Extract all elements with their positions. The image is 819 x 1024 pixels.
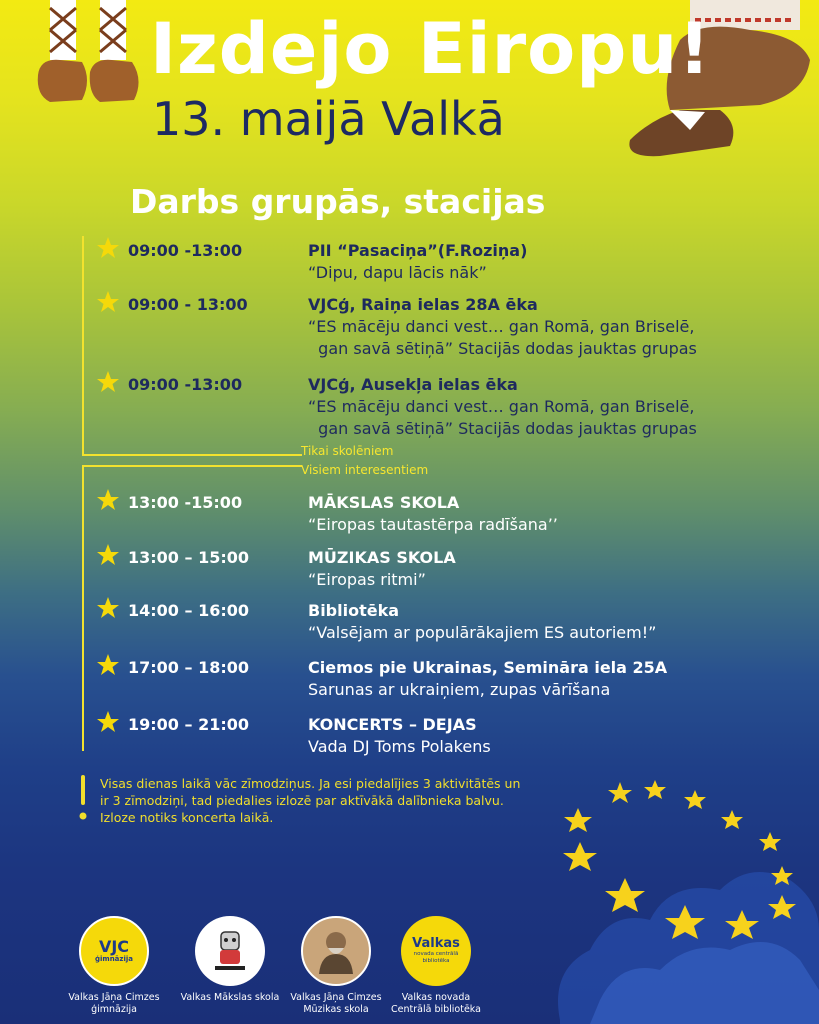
logo-mark-sub: novada centrālā bibliotēka — [413, 951, 459, 964]
entry-time: 13:00 -15:00 — [128, 493, 243, 512]
art-school-mascot-icon — [205, 926, 255, 976]
entry-description: “Eiropas tautastērpa radīšana’’ — [308, 515, 558, 534]
logo-mark-sub: ģimnāzija — [94, 954, 133, 963]
page-title: Izdejo Eiropu! — [150, 8, 712, 90]
logo-caption: Valkas novada Centrālā bibliotēka — [391, 992, 481, 1015]
europe-map-eu-stars — [520, 770, 819, 1024]
logo-caption: Valkas Mākslas skola — [180, 992, 280, 1003]
schedule-entry — [96, 372, 796, 438]
music-school-portrait-emblem — [301, 916, 371, 986]
entry-time: 13:00 – 15:00 — [128, 548, 249, 567]
entry-place: Ciemos pie Ukrainas, Semināra iela 25A — [308, 658, 668, 677]
schedule-entry — [96, 545, 796, 605]
note-line: Izloze notiks koncerta laikā. — [100, 810, 274, 825]
schedule-entry — [96, 238, 796, 298]
note-line: Visas dienas laikā vāc zīmodziņus. Ja esi piedalījies 3 aktivitātēs un — [100, 776, 521, 791]
schedule-entry — [96, 712, 796, 772]
entry-place: VJCģ, Raiņa ielas 28A ēka — [308, 295, 538, 314]
entry-place: MĀKSLAS SKOLA — [308, 493, 460, 512]
entry-place: KONCERTS – DEJAS — [308, 715, 477, 734]
entry-time: 09:00 -13:00 — [128, 375, 243, 394]
schedule-entry — [96, 490, 796, 550]
star-icon — [96, 370, 120, 394]
logo-mark: Valkas — [412, 936, 460, 951]
folk-shoes-illustration-left — [20, 0, 150, 110]
logo-central-library — [366, 916, 506, 1024]
schedule-entry — [96, 598, 796, 658]
logo-mark: VJC — [98, 936, 130, 956]
entry-description: Sarunas ar ukraiņiem, zupas vārīšana — [308, 680, 611, 699]
schedule-entry — [96, 655, 796, 715]
star-icon — [96, 236, 120, 260]
event-date-place: 13. maijā Valkā — [152, 92, 505, 146]
star-icon — [96, 710, 120, 734]
star-icon — [96, 653, 120, 677]
portrait-icon — [313, 926, 359, 976]
star-icon — [96, 543, 120, 567]
entry-description: “ES mācēju danci vest… gan Romā, gan Briselē, gan savā sētiņā” Stacijās dodas jauktas grupas — [308, 317, 697, 358]
entry-place: Bibliotēka — [308, 601, 400, 620]
stamp-collection-note — [100, 775, 540, 826]
entry-description: “ES mācēju danci vest… gan Romā, gan Briselē, gan savā sētiņā” Stacijās dodas jauktas grupas — [308, 397, 697, 438]
vjc-gymnasium-emblem — [79, 916, 149, 986]
library-emblem — [401, 916, 471, 986]
group-label-everyone: Visiem interesentiem — [301, 463, 429, 477]
entry-place: PII “Pasaciņa”(F.Roziņa) — [308, 241, 528, 260]
group-label-students: Tikai skolēniem — [301, 444, 394, 458]
logo-caption: Valkas Jāņa Cimzes Mūzikas skola — [290, 992, 382, 1015]
star-icon — [96, 290, 120, 314]
entry-time: 09:00 -13:00 — [128, 241, 243, 260]
exclamation-icon — [78, 775, 88, 823]
art-school-emblem — [195, 916, 265, 986]
entry-time: 19:00 – 21:00 — [128, 715, 249, 734]
logo-caption: Valkas Jāņa Cimzes ģimnāzija — [68, 992, 160, 1015]
entry-place: VJCģ, Ausekļa ielas ēka — [308, 375, 518, 394]
note-line: ir 3 zīmodziņi, tad piedalies izlozē par aktīvākā dalībnieka balvu. — [100, 793, 504, 808]
entry-time: 14:00 – 16:00 — [128, 601, 249, 620]
entry-time: 09:00 - 13:00 — [128, 295, 248, 314]
section-title: Darbs grupās, stacijas — [130, 182, 546, 221]
entry-time: 17:00 – 18:00 — [128, 658, 249, 677]
star-icon — [96, 596, 120, 620]
schedule-entry — [96, 292, 796, 358]
entry-description: “Dipu, dapu lācis nāk” — [308, 263, 487, 282]
star-icon — [96, 488, 120, 512]
entry-description: “Eiropas ritmi” — [308, 570, 426, 589]
entry-description: Vada DJ Toms Polakens — [308, 737, 491, 756]
entry-description: “Valsējam ar populārākajiem ES autoriem!” — [308, 623, 657, 642]
entry-place: MŪZIKAS SKOLA — [308, 548, 456, 567]
